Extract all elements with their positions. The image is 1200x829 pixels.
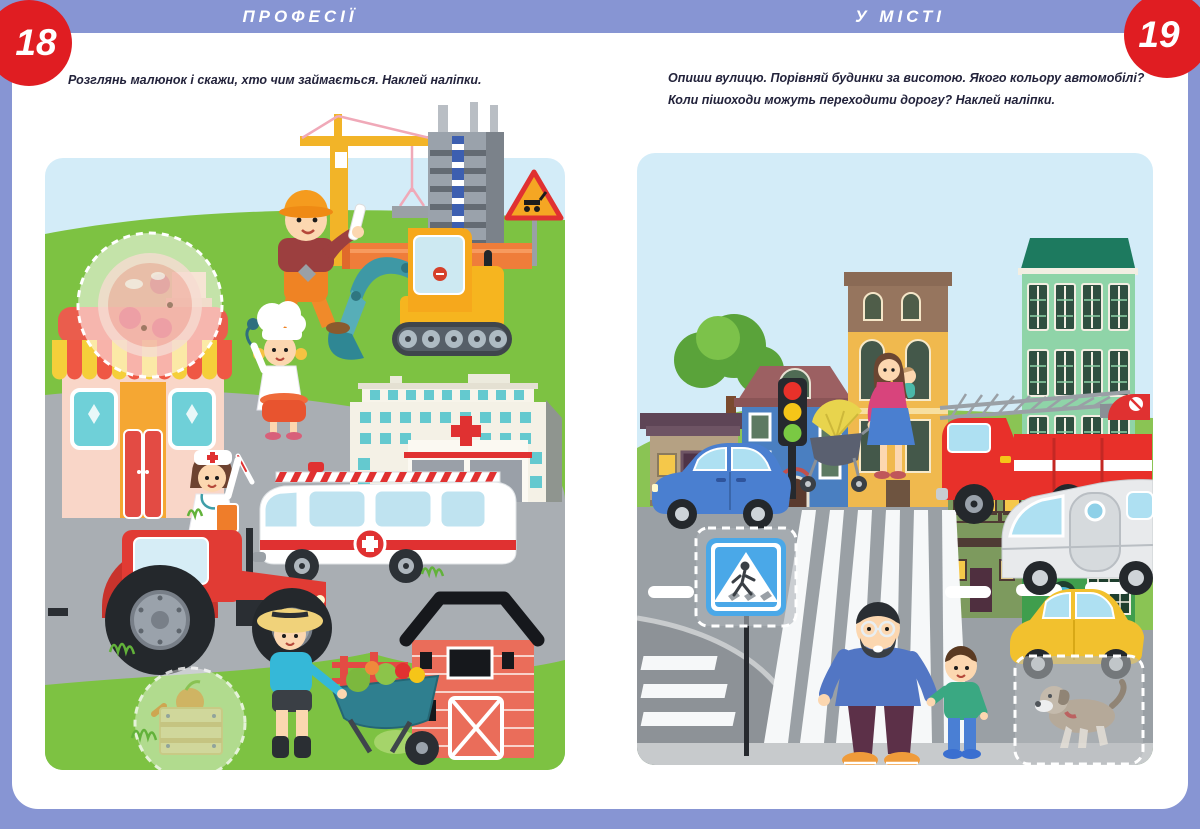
left-page-title: ПРОФЕСІЇ — [242, 7, 358, 26]
pizza-icon — [98, 253, 202, 357]
dog-sticker-placeholder[interactable] — [1015, 656, 1143, 764]
right-page-instruction: Опиши вулицю. Порівняй будинки за висотою. Якого кольору автомобілі? Коли пішоходи можуть переходити дорогу? Наклей наліпки. — [668, 71, 1145, 107]
pedestrian-crossing-sign-icon — [706, 538, 786, 616]
beacon-light — [308, 462, 324, 472]
right-page-title: У МІСТІ — [855, 7, 945, 26]
clipboard — [216, 504, 238, 532]
city-scene — [630, 108, 1160, 776]
left-page-number: 18 — [15, 22, 57, 63]
chef-hat — [262, 328, 302, 340]
pizza-sticker-placeholder[interactable] — [78, 233, 222, 377]
professions-scene — [40, 100, 570, 775]
cooking-pot — [262, 400, 306, 422]
right-page-number: 19 — [1138, 14, 1180, 55]
left-page-instruction: Розглянь малюнок і скажи, хто чим займається. Наклей наліпки. — [68, 73, 482, 87]
vegetable-crate-sticker-placeholder[interactable] — [135, 668, 245, 775]
